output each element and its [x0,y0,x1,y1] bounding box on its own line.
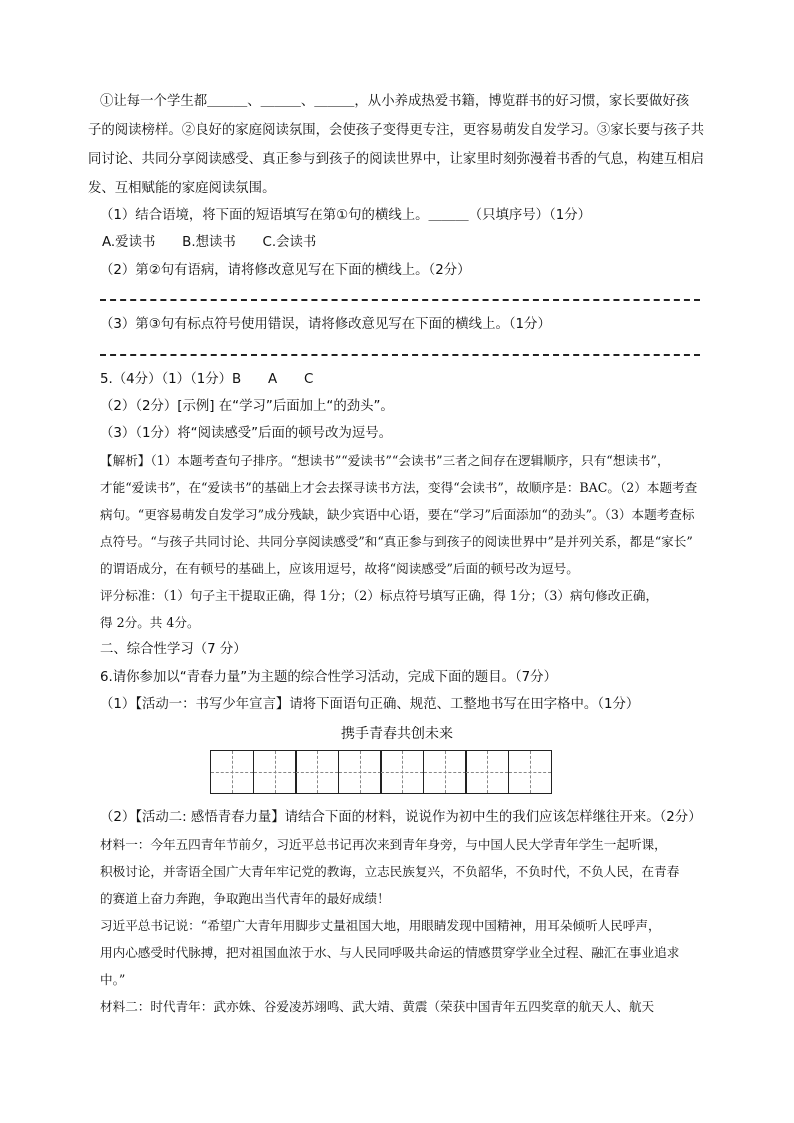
material-1-line-3: 的赛道上奋力奔跑，争取跑出当代青年的最好成绩！ [100,891,390,906]
analysis-line-2: 才能“爱读书”，在“爱读书”的基础上才会去探寻读书方法，变得“会读书”，故顺序是：BAC。（2）本题考查 [100,480,698,495]
intro-line-4: 发、互相赋能的家庭阅读氛围。 [88,181,276,196]
analysis-line-5: 的谓语成分，在有顿号的基础上，应该用逗号，故将“阅读感受”后面的顿号改为逗号。 [100,561,579,576]
question-1: （1）结合语境，将下面的短语填写在第①句的横线上。＿＿＿（只填序号）（1分） [100,208,592,223]
answer-5: 5.（4分）（1）（1分）B A C [100,372,314,387]
question-6-title: 6.请你参加以“青春力量”为主题的综合性学习活动，完成下面的题目。（7分） [100,670,557,685]
answer-5-2: （2）（2分）[示例] 在“学习”后面加上“的劲头”。 [100,399,394,414]
scoring-line-2: 得 2分。共 4分。 [100,615,200,630]
material-1-line-2: 积极讨论，并寄语全国广大青年牢记党的教诲，立志民族复兴，不负韶华，不负时代，不负人民，在青春 [100,864,680,879]
grid-cell[interactable] [338,750,382,794]
phrase-to-copy: 携手青春共创未来 [341,726,453,742]
material-1-line-1: 材料一：今年五四青年节前夕，习近平总书记再次来到青年身旁，与中国人民大学青年学生一起听课， [100,837,667,852]
material-2-line-1: 材料二：时代青年：武亦姝、谷爱凌苏翊鸣、武大靖、黄震（荣获中国青年五四奖章的航天人、航天 [100,999,655,1014]
analysis-line-1: 【解析】（1）本题考查句子排序。“想读书”“爱读书”“会读书”三者之间存在逻辑顺序，只有“想读书”， [100,453,670,468]
grid-cell[interactable] [253,750,297,794]
answer-5-3: （3）（1分）将“阅读感受”后面的顿号改为逗号。 [100,426,393,441]
quote-line-2: 用内心感受时代脉搏，把对祖国血浓于水、与人民同呼吸共命运的情感贯穿学业全过程、融汇在事业追求 [100,945,680,960]
answer-line-q2 [100,299,700,301]
grid-cell[interactable] [465,750,509,794]
analysis-line-3: 病句。“更容易萌发自发学习”成分残缺，缺少宾语中心语，要在“学习”后面添加“的劲头”。（3）本题考查标 [100,507,695,522]
analysis-line-4: 点符号。“与孩子共同讨论、共同分享阅读感受”和“真正参与到孩子的阅读世界中”是并列关系，都是“家长” [100,534,693,549]
question-2: （2）第②句有语病，请将修改意见写在下面的横线上。（2分） [100,263,471,278]
intro-line-2: 子的阅读榜样。②良好的家庭阅读氛围，会使孩子变得更专注，更容易萌发自发学习。③家长要与孩子共 [88,123,704,138]
question-1-options: A.爱读书 B.想读书 C.会读书 [102,235,317,250]
quote-line-1: 习近平总书记说：“希望广大青年用脚步丈量祖国大地，用眼睛发现中国精神，用耳朵倾听人民呼声， [100,918,661,933]
intro-line-1: ①让每一个学生都＿＿＿、＿＿＿、＿＿＿，从小养成热爱书籍，博览群书的好习惯，家长要做好孩 [100,94,690,109]
activity-1: （1）【活动一：书写少年宣言】请将下面语句正确、规范、工整地书写在田字格中。（1分） [100,697,640,712]
grid-cell[interactable] [423,750,467,794]
question-3: （3）第③句有标点符号使用错误，请将修改意见写在下面的横线上。（1分） [100,317,551,332]
activity-2: （2）【活动二: 感悟青春力量】请结合下面的材料，说说作为初中生的我们应该怎样继往开来。（2分） [100,810,702,825]
grid-cell[interactable] [295,750,339,794]
grid-cell[interactable] [210,750,254,794]
section-heading: 二、综合性学习（7 分） [100,642,247,657]
tianzige-grid [210,750,550,794]
answer-line-q3 [100,354,700,356]
scoring-line-1: 评分标准：（1）句子主干提取正确，得 1分；（2）标点符号填写正确，得 1分；（3）病句修改正确， [100,588,659,603]
grid-cell[interactable] [508,750,552,794]
grid-cell[interactable] [380,750,424,794]
quote-line-3: 中。” [100,972,126,987]
intro-line-3: 同讨论、共同分享阅读感受、真正参与到孩子的阅读世界中，让家里时刻弥漫着书香的气息，构建互相启 [88,152,704,167]
